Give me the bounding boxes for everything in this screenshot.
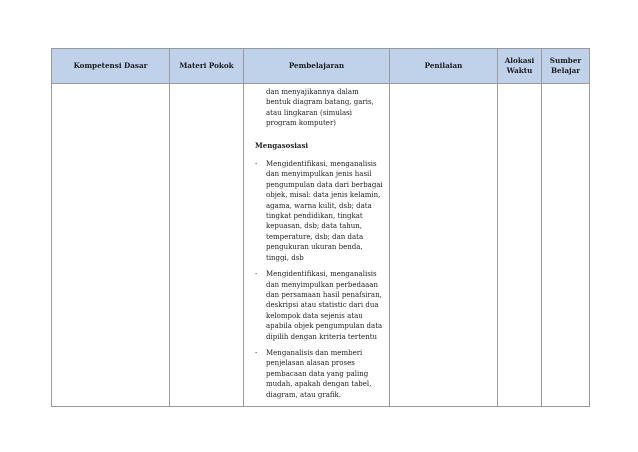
header-sumber-belajar: Sumber Belajar [542,49,590,84]
cell-alokasi-waktu [498,84,542,407]
syllabus-table [51,48,590,407]
cell-materi-pokok [170,84,244,407]
cell-pembelajaran [244,84,390,407]
header-kompetensi-dasar: Kompetensi Dasar [52,49,170,84]
cell-kompetensi-dasar [52,84,170,407]
list-item-text: Mengidentifikasi, menganalisis dan menyimpulkan jenis hasil pengumpulan data dari berbagai objek, misal: data jenis kelamin, agama, warna kulit, dsb; data tingkat pendidikan, tingkat kepuasan, dsb; data tahun, temperature, dsb; dan data pengukuran ukuran benda, tinggi, dsb [266,160,383,262]
list-item-text: Menganalisis dan memberi penjelasan alasan proses pembacaan data yang paling mudah, apakah dengan tabel, diagram, atau grafik. [266,348,372,399]
header-penilaian: Penilaian [390,49,498,84]
cell-sumber-belajar [542,84,590,407]
cell-penilaian [390,84,498,407]
continuation-text: dan menyajikannya dalam bentuk diagram batang, garis, atau lingkaran (simulasi program komputer) [266,88,374,128]
list-item [255,348,383,400]
table-row [52,84,590,407]
bullet-dash: - [255,160,258,169]
table-header-row [52,49,590,84]
list-item [255,269,383,342]
header-alokasi-waktu: Alokasi Waktu [498,49,542,84]
header-materi-pokok: Materi Pokok [170,49,244,84]
bullet-dash: - [255,270,258,279]
section-heading-mengasosiasi: Mengasosiasi [255,140,309,150]
header-pembelajaran: Pembelajaran [244,49,390,84]
bullet-dash: - [255,348,258,357]
list-item [255,159,383,263]
pembelajaran-content [244,84,389,400]
list-item-text: Mengidentifikasi, menganalisis dan menyimpulkan perbedaaan dan persamaan hasil penafsiran, deskripsi atau statistic dari dua kelompok data sejenis atau apabila objek pengumpulan data dipilih dengan kriteria tertentu [266,270,383,341]
